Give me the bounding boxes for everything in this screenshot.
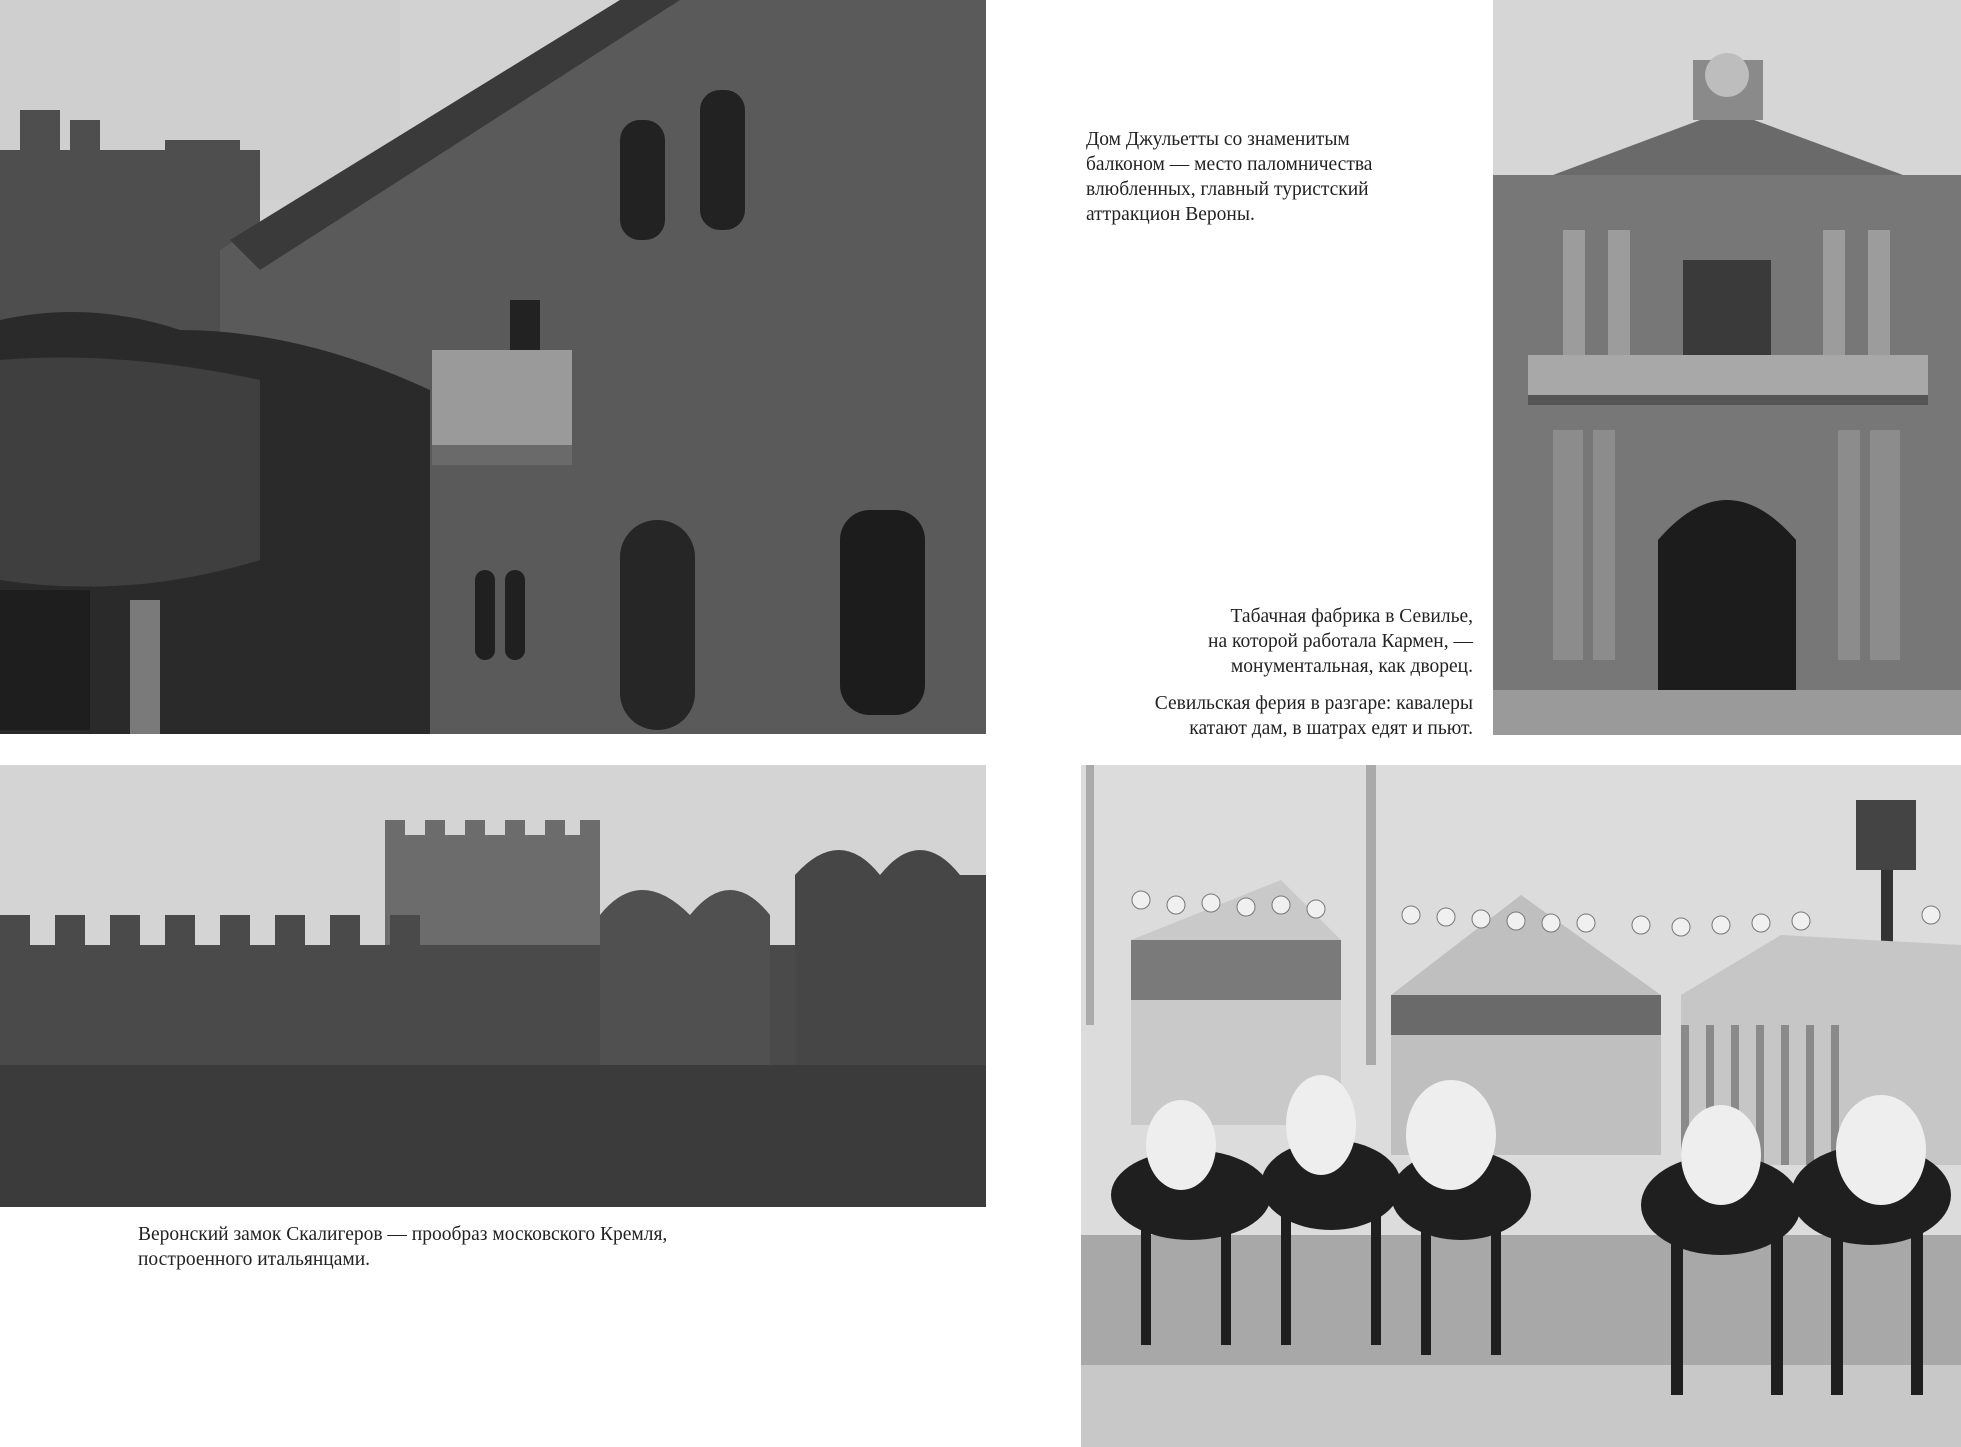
caption-line: катают дам, в шатрах едят и пьют. [1189, 718, 1473, 739]
juliet-house-image [0, 0, 986, 734]
caption-line: Табачная фабрика в Севилье, [1230, 606, 1473, 627]
caption-juliet-house [1086, 127, 1446, 227]
caption-line: Веронский замок Скалигеров — прообраз московского Кремля, [138, 1224, 668, 1245]
caption-seville-feria [1100, 691, 1473, 741]
photo-scaliger-castle [0, 765, 986, 1207]
caption-line: Севильская ферия в разгаре: кавалеры [1154, 693, 1473, 714]
tobacco-factory-image [1493, 0, 1961, 735]
caption-tobacco-factory [1100, 604, 1473, 679]
caption-line: на которой работала Кармен, — [1208, 631, 1473, 652]
caption-line: влюбленных, главный туристский [1086, 179, 1369, 200]
caption-line: балконом — место паломничества [1086, 154, 1373, 175]
caption-scaliger-castle [138, 1222, 758, 1272]
caption-line: построенного итальянцами. [138, 1249, 371, 1270]
photo-juliet-house [0, 0, 986, 734]
caption-line: Дом Джульетты со знаменитым [1086, 129, 1350, 150]
caption-line: аттракцион Вероны. [1086, 204, 1255, 225]
scaliger-castle-image [0, 765, 986, 1207]
seville-feria-image [1081, 765, 1961, 1447]
photo-tobacco-factory [1493, 0, 1961, 735]
photo-seville-feria [1081, 765, 1961, 1447]
caption-line: монументальная, как дворец. [1230, 656, 1473, 677]
